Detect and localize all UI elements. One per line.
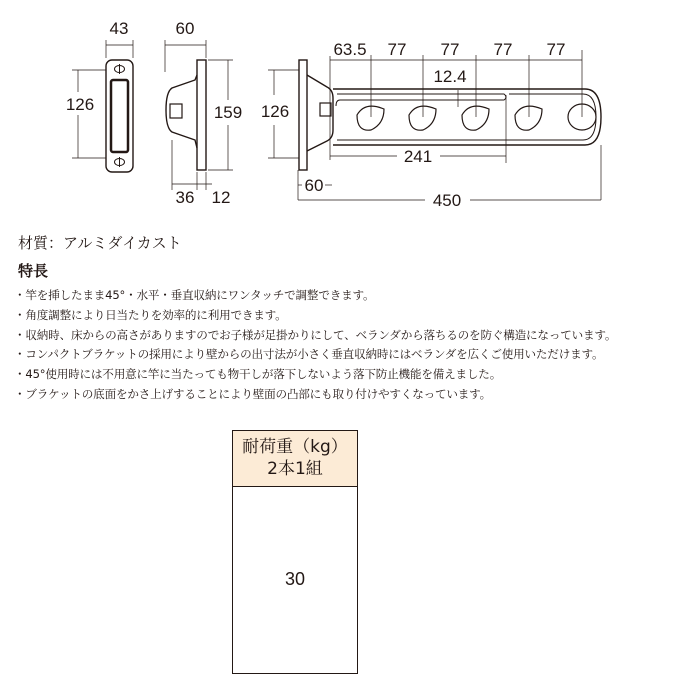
dim-front-height: 126 [65, 95, 95, 114]
dim-pitch-2: 77 [440, 40, 460, 59]
dim-slot: 12.4 [433, 67, 467, 86]
dimension-drawing [0, 0, 700, 215]
dim-bracket: 60 [304, 176, 324, 195]
features-list [14, 286, 616, 405]
dim-total: 450 [432, 191, 462, 210]
feature-item: ・竿を挿したまま45°・水平・垂直収納にワンタッチで調整できます。 [14, 288, 375, 302]
material-text: 材質：アルミダイカスト [18, 234, 182, 252]
load-capacity-table [232, 430, 358, 674]
dim-pitch-first: 63.5 [333, 40, 367, 59]
dim-pitch-3: 77 [493, 40, 513, 59]
dim-side-height: 159 [213, 103, 243, 122]
load-value: 30 [284, 569, 306, 589]
feature-item: ・角度調整により日当たりを効率的に利用できます。 [14, 307, 287, 322]
dim-side-base: 36 [175, 188, 195, 207]
feature-item: ・ブラケットの底面をかさ上げすることにより壁面の凸部にも取り付けやすくなっています。 [14, 386, 492, 401]
feature-item: ・コンパクトブラケットの採用により壁からの出寸法が小さく垂直収納時にはベランダを広くご使用いただけます。 [14, 347, 604, 362]
dim-inner: 241 [403, 147, 433, 166]
load-header-line1: 耐荷重（kg） [242, 437, 348, 457]
dim-side-depth: 60 [175, 19, 195, 38]
feature-item: ・45°使用時には不用意に竿に当たっても物干しが落下しないよう落下防止機能を備えました。 [14, 367, 502, 382]
features-heading: 特長 [18, 262, 49, 280]
dim-arm-height: 126 [260, 102, 290, 121]
feature-item: ・収納時、床からの高さがありますのでお子様が足掛かりにして、ベランダから落ちるのを防ぐ構造になっています。 [14, 327, 617, 342]
dim-pitch-1: 77 [387, 40, 407, 59]
dim-pitch-4: 77 [546, 40, 566, 59]
load-table-header [233, 431, 357, 487]
dim-front-width: 43 [109, 19, 129, 38]
dim-side-plate: 12 [211, 188, 231, 207]
load-header-line2: 2本1組 [267, 459, 323, 479]
